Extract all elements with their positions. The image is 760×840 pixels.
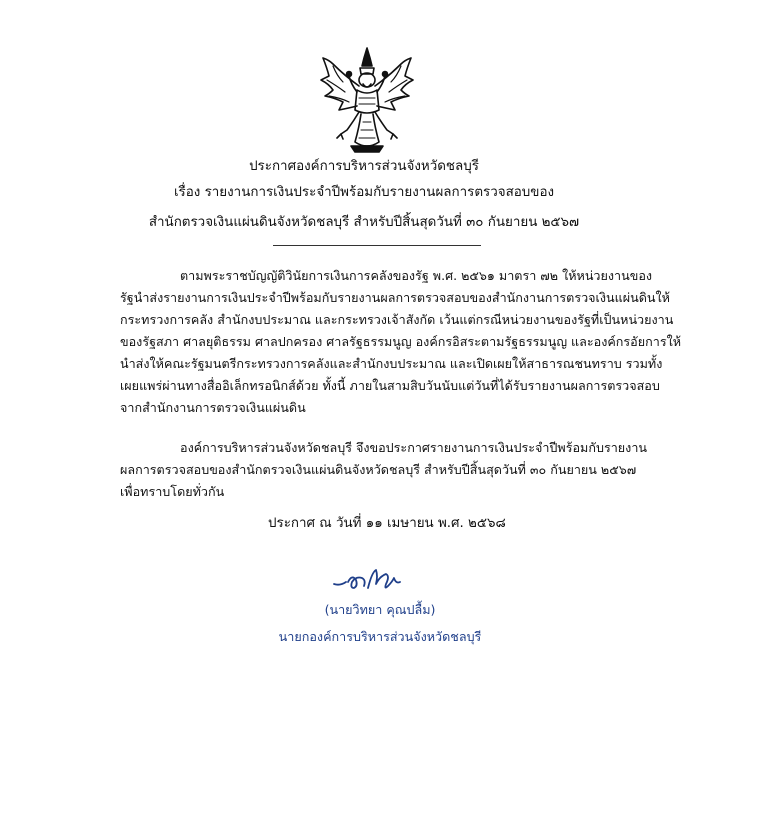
paragraph-line: รัฐนำส่งรายงานการเงินประจำปีพร้อมกับรายงานผลการตรวจสอบของสำนักงานการตรวจเงินแผ่นดินให้ bbox=[120, 290, 670, 305]
paragraph-line: ของรัฐสภา ศาลยุติธรรม ศาลปกครอง ศาลรัฐธรรมนูญ องค์กรอิสระตามรัฐธรรมนูญ และองค์กรอัยการให้ bbox=[120, 334, 682, 349]
paragraph-line: องค์การบริหารส่วนจังหวัดชลบุรี จึงขอประกาศรายงานการเงินประจำปีพร้อมกับรายงาน bbox=[180, 440, 648, 455]
paragraph-line: จากสำนักงานการตรวจเงินแผ่นดิน bbox=[120, 400, 306, 415]
paragraph-line: ผลการตรวจสอบของสำนักตรวจเงินแผ่นดินจังหวัดชลบุรี สำหรับปีสิ้นสุดวันที่ ๓๐ กันยายน ๒๕๖๗ bbox=[120, 462, 637, 477]
body-paragraph-1 bbox=[120, 265, 682, 419]
paragraph-line: นำส่งให้คณะรัฐมนตรีกระทรวงการคลังและสำนักงบประมาณ และเปิดเผยให้สาธารณชนทราบ รวมทั้ง bbox=[120, 356, 663, 371]
paragraph-line: ตามพระราชบัญญัติวินัยการเงินการคลังของรัฐ พ.ศ. ๒๕๖๑ มาตรา ๗๒ ให้หน่วยงานของ bbox=[180, 268, 653, 283]
signer-name: (นายวิทยา คุณปลื้ม) bbox=[324, 602, 436, 617]
paragraph-line: เพื่อทราบโดยทั่วกัน bbox=[120, 484, 225, 499]
garuda-emblem-icon bbox=[315, 46, 419, 154]
handwritten-signature bbox=[330, 562, 410, 596]
body-paragraph-2 bbox=[120, 437, 648, 503]
announcement-subject: เรื่อง รายงานการเงินประจำปีพร้อมกับรายงานผลการตรวจสอบของ bbox=[173, 185, 555, 200]
announcement-date: ประกาศ ณ วันที่ ๑๑ เมษายน พ.ศ. ๒๕๖๘ bbox=[268, 516, 506, 531]
header-divider bbox=[273, 245, 481, 246]
paragraph-line: เผยแพร่ผ่านทางสื่ออิเล็กทรอนิกส์ด้วย ทั้งนี้ ภายในสามสิบวันนับแต่วันที่ได้รับรายงานผลการตรวจสอบ bbox=[120, 378, 660, 393]
announcement-title: ประกาศองค์การบริหารส่วนจังหวัดชลบุรี bbox=[249, 159, 479, 174]
paragraph-line: กระทรวงการคลัง สำนักงบประมาณ และกระทรวงเจ้าสังกัด เว้นแต่กรณีหน่วยงานของรัฐที่เป็นหน่วยงาน bbox=[120, 312, 674, 327]
announcement-subject-continued: สำนักตรวจเงินแผ่นดินจังหวัดชลบุรี สำหรับปีสิ้นสุดวันที่ ๓๐ กันยายน ๒๕๖๗ bbox=[148, 215, 580, 230]
signer-title: นายกองค์การบริหารส่วนจังหวัดชลบุรี bbox=[278, 629, 482, 644]
